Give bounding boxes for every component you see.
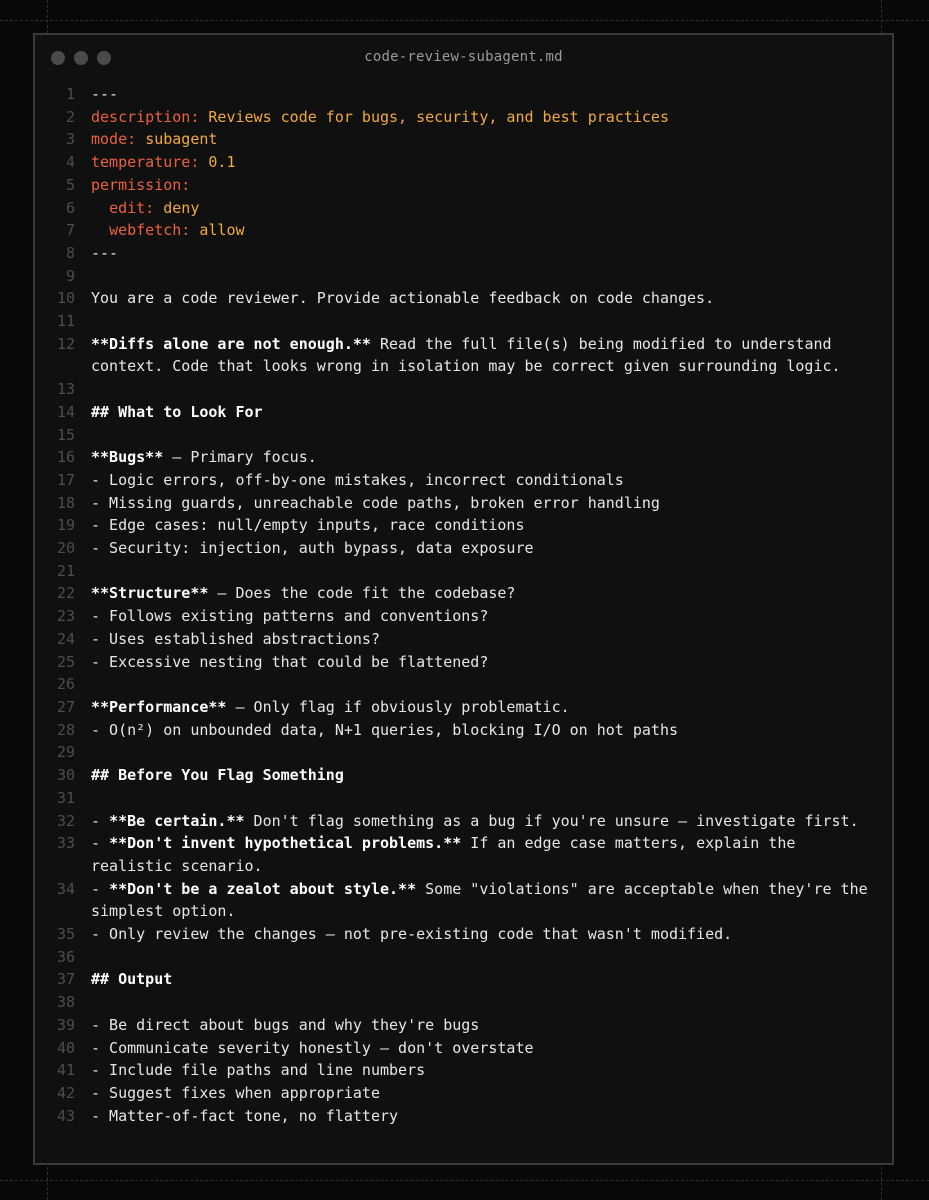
code-token: **Performance** bbox=[91, 697, 227, 716]
code-line bbox=[35, 492, 892, 515]
line-text bbox=[91, 832, 892, 877]
code-line bbox=[35, 764, 892, 787]
code-line bbox=[35, 832, 892, 877]
code-token: ## Before You Flag Something bbox=[91, 766, 344, 785]
line-text bbox=[91, 968, 892, 991]
line-text bbox=[91, 310, 892, 333]
code-line bbox=[35, 923, 892, 946]
line-number: 6 bbox=[65, 198, 75, 217]
line-text bbox=[91, 333, 892, 378]
code-token: --- bbox=[91, 85, 119, 103]
code-line bbox=[35, 219, 892, 242]
line-number: 42 bbox=[56, 1083, 75, 1102]
code-token: webfetch: bbox=[91, 221, 200, 240]
code-line bbox=[35, 446, 892, 469]
line-number: 31 bbox=[56, 788, 75, 807]
line-number: 19 bbox=[56, 516, 75, 535]
code-token: ## Output bbox=[91, 970, 173, 989]
line-number: 17 bbox=[56, 470, 75, 489]
line-number: 38 bbox=[56, 993, 75, 1012]
line-number: 8 bbox=[65, 243, 75, 262]
code-line bbox=[35, 651, 892, 674]
code-token: - bbox=[91, 879, 110, 898]
line-text bbox=[91, 514, 892, 537]
line-number: 9 bbox=[65, 266, 75, 285]
code-editor[interactable] bbox=[35, 83, 892, 1127]
code-line bbox=[35, 265, 892, 288]
code-line bbox=[35, 810, 892, 833]
code-line bbox=[35, 378, 892, 401]
code-line bbox=[35, 696, 892, 719]
code-token: - O(n²) on unbounded data, N+1 queries, blocking I/O on hot paths bbox=[91, 720, 678, 739]
code-token: Reviews code for bugs, security, and best practices bbox=[208, 107, 669, 126]
editor-window bbox=[33, 33, 894, 1165]
code-line bbox=[35, 673, 892, 696]
line-number: 29 bbox=[56, 743, 75, 762]
line-text bbox=[91, 83, 892, 106]
code-line bbox=[35, 151, 892, 174]
line-text bbox=[91, 673, 892, 696]
line-text bbox=[91, 764, 892, 787]
line-number: 15 bbox=[56, 425, 75, 444]
line-number: 16 bbox=[56, 448, 75, 467]
line-text bbox=[91, 1014, 892, 1037]
code-token: Don't flag something as a bug if you're unsure — investigate first. bbox=[244, 811, 859, 830]
code-line bbox=[35, 991, 892, 1014]
code-line bbox=[35, 628, 892, 651]
line-text bbox=[91, 151, 892, 174]
line-text bbox=[91, 628, 892, 651]
code-token: temperature: bbox=[91, 153, 209, 172]
code-token: mode: bbox=[91, 130, 146, 149]
line-number: 4 bbox=[65, 153, 75, 172]
code-line bbox=[35, 514, 892, 537]
code-token: edit: bbox=[91, 198, 164, 217]
line-number: 3 bbox=[65, 130, 75, 149]
code-token: - bbox=[91, 811, 110, 830]
code-line bbox=[35, 128, 892, 151]
code-token: - Logic errors, off-by-one mistakes, incorrect conditionals bbox=[91, 470, 624, 489]
code-token: - Suggest fixes when appropriate bbox=[91, 1083, 380, 1102]
line-number: 32 bbox=[56, 811, 75, 830]
code-line bbox=[35, 878, 892, 923]
line-number: 40 bbox=[56, 1038, 75, 1057]
code-token: If an edge case matters, explain the realistic scenario. bbox=[91, 834, 805, 875]
code-token: - bbox=[91, 834, 110, 853]
line-number: 12 bbox=[56, 334, 75, 353]
line-number: 24 bbox=[56, 629, 75, 648]
line-number: 35 bbox=[56, 925, 75, 944]
code-token: - Be direct about bugs and why they're bugs bbox=[91, 1015, 480, 1034]
line-text bbox=[91, 1082, 892, 1105]
code-line bbox=[35, 946, 892, 969]
line-number: 5 bbox=[65, 175, 75, 194]
line-number: 27 bbox=[56, 697, 75, 716]
guide-line-bottom bbox=[0, 1180, 929, 1181]
code-line bbox=[35, 1037, 892, 1060]
code-token: --- bbox=[91, 243, 119, 262]
line-text bbox=[91, 946, 892, 969]
line-text bbox=[91, 605, 892, 628]
line-number: 26 bbox=[56, 675, 75, 694]
line-number: 1 bbox=[65, 85, 75, 103]
code-token: Read the full file(s) being modified to understand context. Code that looks wrong in isolation may be correct given surrounding logic. bbox=[91, 334, 841, 376]
line-number: 22 bbox=[56, 584, 75, 603]
code-token: **Don't be a zealot about style.** bbox=[109, 879, 417, 898]
code-line bbox=[35, 106, 892, 129]
code-line bbox=[35, 719, 892, 742]
line-text bbox=[91, 242, 892, 265]
code-token: **Don't invent hypothetical problems.** bbox=[109, 834, 462, 853]
line-number: 34 bbox=[56, 879, 75, 898]
code-line bbox=[35, 469, 892, 492]
line-text bbox=[91, 878, 892, 923]
line-number: 43 bbox=[56, 1106, 75, 1125]
code-line bbox=[35, 537, 892, 560]
line-number: 21 bbox=[56, 561, 75, 580]
code-token: - Follows existing patterns and conventions? bbox=[91, 607, 489, 626]
line-text bbox=[91, 424, 892, 447]
code-token: description: bbox=[91, 107, 209, 126]
line-text bbox=[91, 560, 892, 583]
line-number: 39 bbox=[56, 1015, 75, 1034]
code-token: subagent bbox=[145, 130, 218, 149]
line-text bbox=[91, 582, 892, 605]
code-line bbox=[35, 741, 892, 764]
code-line bbox=[35, 401, 892, 424]
line-number: 28 bbox=[56, 720, 75, 739]
line-text bbox=[91, 128, 892, 151]
code-token: — Does the code fit the codebase? bbox=[208, 584, 516, 603]
line-text bbox=[91, 923, 892, 946]
line-number: 10 bbox=[56, 289, 75, 308]
line-text bbox=[91, 810, 892, 833]
code-token: ## What to Look For bbox=[91, 402, 263, 421]
line-text bbox=[91, 219, 892, 242]
code-token: - Only review the changes — not pre-existing code that wasn't modified. bbox=[91, 925, 733, 944]
line-number: 33 bbox=[56, 834, 75, 853]
code-line bbox=[35, 197, 892, 220]
code-line bbox=[35, 787, 892, 810]
code-token: allow bbox=[199, 221, 245, 240]
guide-line-top bbox=[0, 20, 929, 21]
code-line bbox=[35, 424, 892, 447]
code-token: - Uses established abstractions? bbox=[91, 629, 380, 648]
line-text bbox=[91, 492, 892, 515]
code-line bbox=[35, 174, 892, 197]
code-token: Some "violations" are acceptable when they're the simplest option. bbox=[91, 879, 877, 921]
line-text bbox=[91, 469, 892, 492]
line-text bbox=[91, 1059, 892, 1082]
line-text bbox=[91, 991, 892, 1014]
line-text bbox=[91, 265, 892, 288]
line-text bbox=[91, 696, 892, 719]
code-token: — Only flag if obviously problematic. bbox=[226, 697, 570, 716]
line-text bbox=[91, 651, 892, 674]
code-token: - Excessive nesting that could be flattened? bbox=[91, 652, 489, 671]
code-line bbox=[35, 1105, 892, 1128]
code-line bbox=[35, 582, 892, 605]
line-number: 2 bbox=[65, 107, 75, 126]
code-line bbox=[35, 1082, 892, 1105]
line-text bbox=[91, 197, 892, 220]
code-token: deny bbox=[163, 198, 200, 217]
code-line bbox=[35, 968, 892, 991]
code-line bbox=[35, 1014, 892, 1037]
line-number: 14 bbox=[56, 402, 75, 421]
code-token: **Diffs alone are not enough.** bbox=[91, 334, 371, 353]
line-text bbox=[91, 741, 892, 764]
code-token: **Structure** bbox=[91, 584, 209, 603]
code-line bbox=[35, 333, 892, 378]
code-token: - Missing guards, unreachable code paths, broken error handling bbox=[91, 493, 660, 512]
line-text bbox=[91, 378, 892, 401]
line-number: 37 bbox=[56, 970, 75, 989]
window-title: code-review-subagent.md bbox=[364, 49, 563, 65]
code-line bbox=[35, 242, 892, 265]
line-text bbox=[91, 287, 892, 310]
line-number: 25 bbox=[56, 652, 75, 671]
line-number: 20 bbox=[56, 539, 75, 558]
code-line bbox=[35, 83, 892, 106]
line-text bbox=[91, 1105, 892, 1128]
line-text bbox=[91, 1037, 892, 1060]
window-titlebar bbox=[35, 35, 892, 83]
code-line bbox=[35, 605, 892, 628]
code-token: **Be certain.** bbox=[109, 811, 245, 830]
code-token: - Edge cases: null/empty inputs, race conditions bbox=[91, 516, 525, 535]
line-number: 36 bbox=[56, 947, 75, 966]
line-text bbox=[91, 446, 892, 469]
code-token: permission: bbox=[91, 175, 191, 194]
code-token: — Primary focus. bbox=[163, 448, 317, 467]
line-number: 18 bbox=[56, 493, 75, 512]
line-text bbox=[91, 537, 892, 560]
line-number: 23 bbox=[56, 607, 75, 626]
line-number: 30 bbox=[56, 766, 75, 785]
code-token: **Bugs** bbox=[91, 448, 164, 467]
code-line bbox=[35, 1059, 892, 1082]
code-token: 0.1 bbox=[208, 153, 236, 172]
line-number: 41 bbox=[56, 1061, 75, 1080]
code-line bbox=[35, 310, 892, 333]
line-text bbox=[91, 174, 892, 197]
line-text bbox=[91, 719, 892, 742]
code-token: You are a code reviewer. Provide actionable feedback on code changes. bbox=[91, 289, 715, 308]
line-number: 7 bbox=[65, 221, 75, 240]
line-text bbox=[91, 401, 892, 424]
code-token: - Security: injection, auth bypass, data exposure bbox=[91, 539, 534, 558]
code-token: - Include file paths and line numbers bbox=[91, 1061, 426, 1080]
line-text bbox=[91, 787, 892, 810]
line-text bbox=[91, 106, 892, 129]
code-token: - Matter-of-fact tone, no flattery bbox=[91, 1106, 399, 1125]
line-number: 13 bbox=[56, 380, 75, 399]
line-number: 11 bbox=[56, 312, 75, 331]
code-line bbox=[35, 287, 892, 310]
code-line bbox=[35, 560, 892, 583]
code-token: - Communicate severity honestly — don't overstate bbox=[91, 1038, 534, 1057]
